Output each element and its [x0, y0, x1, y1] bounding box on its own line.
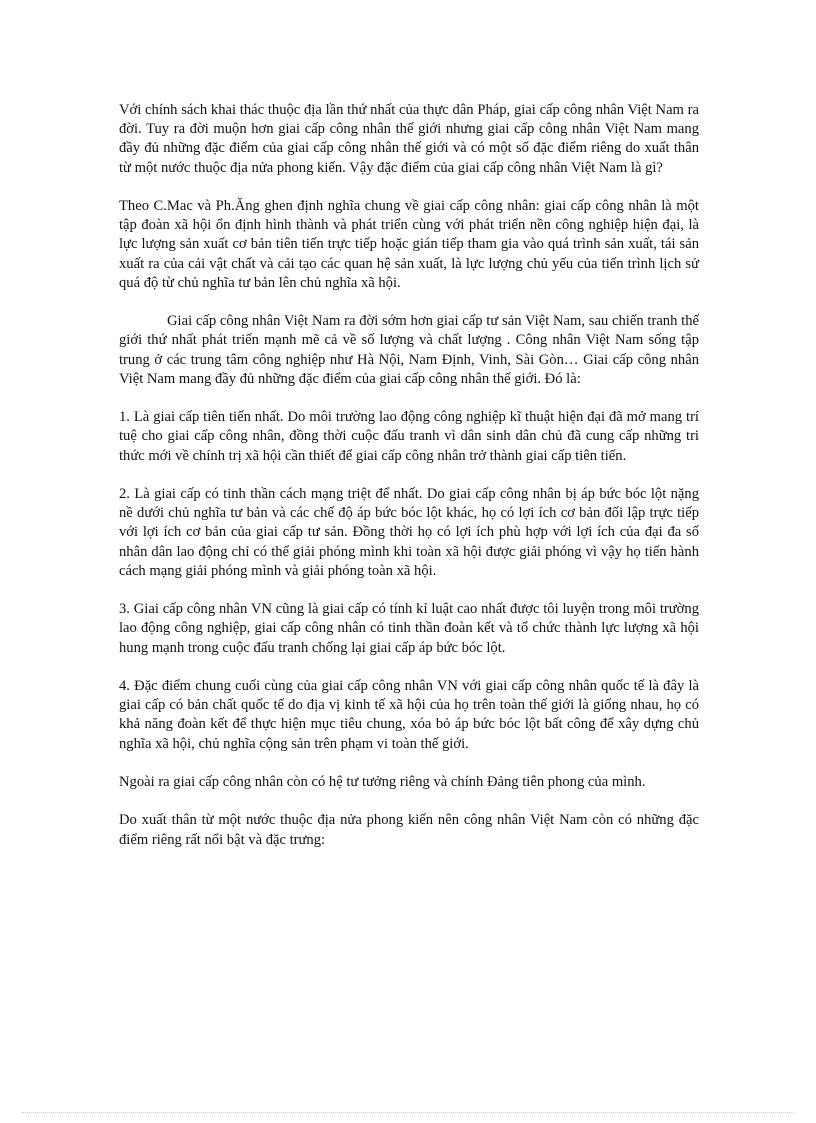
paragraph-ideology: Ngoài ra giai cấp công nhân còn có hệ tư tưởng riêng và chính Đảng tiên phong của mình.: [119, 774, 646, 790]
paragraph-point-1: 1. Là giai cấp tiên tiến nhất. Do môi trường lao động công nghiệp kĩ thuật hiện đại đã mở mang trí tuệ cho giai cấp công nhân, đồng thời cuộc đấu tranh vì dân sinh dân chủ đã cung cấp những tri thức mới về chính trị xã hội cần thiết để giai cấp công nhân trở thành giai cấp tiên tiến.: [119, 409, 699, 464]
paragraph-point-2: 2. Là giai cấp có tinh thần cách mạng triệt để nhất. Do giai cấp công nhân bị áp bức bóc lột nặng nề dưới chủ nghĩa tư bản và các chế độ áp bức bóc lột khác, họ có lợi ích cơ bản đối lập trực tiếp với lợi ích cơ bản của giai cấp tư sản. Đồng thời họ có lợi ích phù hợp với lợi ích của đại đa số nhân dân lao động chỉ có thể giải phóng mình khi toàn xã hội được giải phóng vì vậy họ tiến hành cách mạng giải phóng mình và giải phóng toàn xã hội.: [119, 486, 699, 579]
paragraph-conclusion: Do xuất thân từ một nước thuộc địa nửa phong kiến nên công nhân Việt Nam còn có những đặc điểm riêng rất nổi bật và đặc trưng:: [119, 812, 699, 848]
paragraph-point-4: 4. Đặc điểm chung cuối cùng của giai cấp công nhân VN với giai cấp công nhân quốc tế là đây là giai cấp có bản chất quốc tế do địa vị kinh tế xã hội của họ trên toàn thế giới là giống nhau, họ có khả năng đoàn kết để thực hiện mục tiêu chung, xóa bỏ áp bức bóc lột bất công để xây dựng chủ nghĩa xã hội, chủ nghĩa cộng sản trên phạm vi toàn thế giới.: [119, 678, 699, 752]
paragraph-intro: Với chính sách khai thác thuộc địa lần thứ nhất của thực dân Pháp, giai cấp công nhân Việt Nam ra đời. Tuy ra đời muộn hơn giai cấp công nhân thế giới nhưng giai cấp công nhân Việt Nam mang đầy đủ những đặc điểm của giai cấp công nhân thế giới và có một số đặc điểm riêng do xuất thân từ một nước thuộc địa nửa phong kiến. Vậy đặc điểm của giai cấp công nhân Việt Nam là gì?: [119, 102, 699, 176]
document-body: [119, 101, 699, 869]
paragraph-definition: Theo C.Mac và Ph.Ăng ghen định nghĩa chung về giai cấp công nhân: giai cấp công nhân là một tập đoàn xã hội ổn định hình thành và phát triển cùng với phát triển nền công nghiệp hiện đại, là lực lượng sản xuất cơ bản tiên tiến trực tiếp hoặc gián tiếp tham gia vào quá trình sản xuất, tái sản xuất ra của cải vật chất và cải tạo các quan hệ sản xuất, là lực lượng chủ yếu của tiến trình lịch sử quá độ từ chủ nghĩa tư bản lên chủ nghĩa xã hội.: [119, 198, 699, 291]
paragraph-origin: Giai cấp công nhân Việt Nam ra đời sớm hơn giai cấp tư sản Việt Nam, sau chiến tranh thế giới thứ nhất phát triển mạnh mẽ cả về số lượng và chất lượng . Công nhân Việt Nam sống tập trung ở các trung tâm công nghiệp như Hà Nội, Nam Định, Vinh, Sài Gòn… Giai cấp công nhân Việt Nam mang đầy đủ những đặc điểm của giai cấp công nhân thế giới. Đó là:: [119, 313, 699, 387]
page-bottom-divider: [22, 1112, 794, 1113]
paragraph-point-3: 3. Giai cấp công nhân VN cũng là giai cấp có tính kỉ luật cao nhất được tôi luyện trong môi trường lao động công nghiệp, giai cấp công nhân có tinh thần đoàn kết và tổ chức thành lực lượng xã hội hung mạnh trong cuộc đấu tranh chống lại giai cấp áp bức bóc lột.: [119, 601, 699, 656]
